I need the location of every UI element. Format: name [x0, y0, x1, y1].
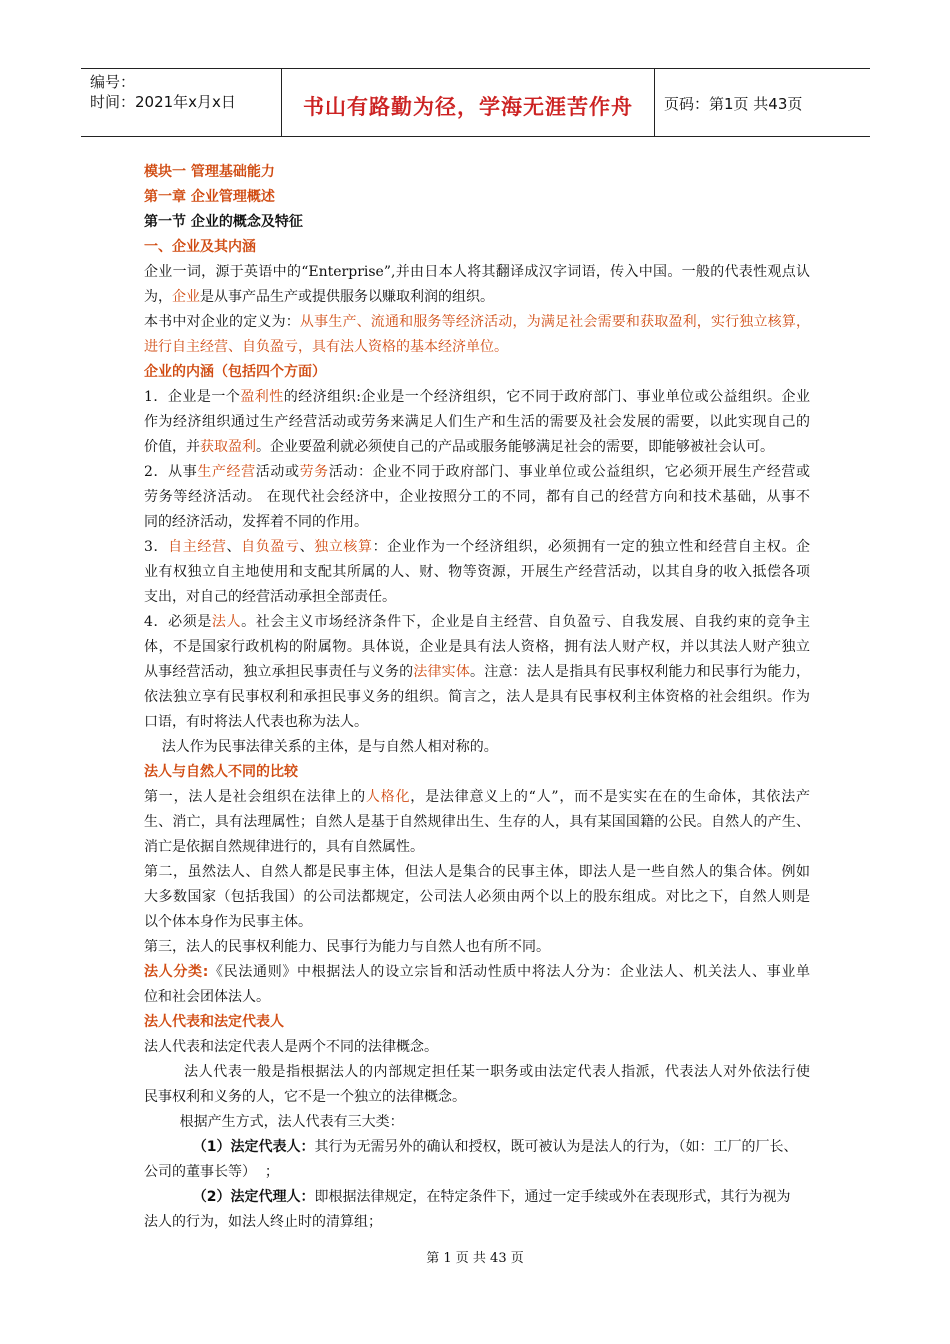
paragraph-line: 第二，虽然法人、自然人都是民事主体，但法人是集合的民事主体，即法人是一些自然人的集合体。例如 [144, 864, 810, 880]
header-motto-cell [282, 69, 655, 136]
compare-heading: 法人与自然人不同的比较 [144, 764, 298, 780]
list-item: 4．必须是法人。社会主义市场经济条件下，企业是自主经营、自负盈亏、自我发展、自我约束的竞争主 [144, 614, 810, 630]
list-item: 1．企业是一个盈利性的经济组织:企业是一个经济组织，它不同于政府部门、事业单位或公益组织。企业 [144, 389, 810, 405]
rep-heading: 法人代表和法定代表人 [144, 1014, 284, 1030]
paragraph-line: 第一，法人是社会组织在法律上的人格化，是法律意义上的“人”，而不是实实在在的生命体，其依法产 [144, 789, 810, 805]
paragraph-line: 消亡是依据自然规律进行的，具有自然属性。 [144, 839, 424, 855]
paragraph-line: 大多数国家（包括我国）的公司法都规定，公司法人必须由两个以上的股东组成。对比之下，自然人则是 [144, 889, 810, 905]
header-page-cell [655, 69, 870, 136]
paragraph-line: 体，不是国家行政机构的附属物。具体说，企业是具有法人资格，拥有法人财产权，并以其法人财产独立 [144, 639, 810, 655]
number-label: 编号： [90, 73, 136, 91]
paragraph-line: 劳务等经济活动。 在现代社会经济中，企业按照分工的不同，都有自己的经营方向和技术基础，从事不 [144, 489, 810, 505]
highlight-term: 人格化 [365, 789, 411, 805]
subsection-heading: 一、企业及其内涵 [144, 239, 256, 255]
paragraph-line: 以个体本身作为民事主体。 [144, 914, 312, 930]
paragraph-line: 根据产生方式，法人代表有三大类： [144, 1114, 404, 1130]
paragraph-line: 位和社会团体法人。 [144, 989, 270, 1005]
paragraph-line: 公司的董事长等） ； [144, 1164, 279, 1180]
highlight-term: 劳务 [299, 464, 329, 480]
list-term: （2）法定代理人： [144, 1189, 315, 1205]
paragraph-line: 民事权利和义务的人，它不是一个独立的法律概念。 [144, 1089, 466, 1105]
paragraph-line: 法人代表一般是指根据法人的内部规定担任某一职务或由法定代表人指派，代表法人对外依法行使 [144, 1064, 810, 1080]
highlight-term: 自负盈亏 [241, 539, 300, 555]
highlight-term: 独立核算 [314, 539, 373, 555]
highlight-term: 法律实体 [413, 664, 471, 680]
paragraph-line: 依法独立享有民事权利和承担民事义务的组织。简言之，法人是具有民事权利主体资格的社会组织。作为 [144, 689, 810, 705]
highlight-term: 自主经营 [168, 539, 227, 555]
highlight-definition: 从事生产、流通和服务等经济活动，为满足社会需要和获取盈利，实行独立核算， [299, 314, 810, 330]
chapter-heading: 第一章 企业管理概述 [144, 189, 275, 205]
list-term: （1）法定代表人： [144, 1139, 315, 1155]
paragraph-line: 业有权独立自主地使用和支配其所属的人、财、物等资源，开展生产经营活动，以其自身的收入抵偿各项 [144, 564, 810, 580]
list-item: 3．自主经营、自负盈亏、独立核算：企业作为一个经济组织，必须拥有一定的独立性和经营自主权。企 [144, 539, 810, 555]
list-item: （2）法定代理人：即根据法律规定，在特定条件下，通过一定手续或外在表现形式，其行为视为 [144, 1189, 791, 1205]
classify-label: 法人分类: [144, 964, 209, 980]
header-meta-cell [81, 69, 282, 136]
highlight-term: 盈利性 [240, 389, 284, 405]
highlight-term: 获取盈利 [200, 439, 256, 455]
page-footer: 第 1 页 共 43 页 [426, 1251, 524, 1266]
paragraph-line: 价值，并获取盈利。企业要盈利就必须使自己的产品或服务能够满足社会的需要，即能够被社会认可。 [144, 439, 774, 455]
paragraph-line: 法人的行为，如法人终止时的清算组； [144, 1214, 382, 1230]
highlight-definition: 进行自主经营、自负盈亏，具有法人资格的基本经济单位。 [144, 339, 508, 355]
paragraph-line: 作为经济组织通过生产经营活动或劳务来满足人们生产和生活的需要及社会发展的需要，以此实现自己的 [144, 414, 810, 430]
paragraph-line: 企业一词，源于英语中的“Enterprise”,并由日本人将其翻译成汉字词语，传入中国。一般的代表性观点认 [144, 264, 810, 280]
paragraph-line: 法人作为民事法律关系的主体，是与自然人相对称的。 [144, 739, 498, 755]
paragraph-line: 本书中对企业的定义为：从事生产、流通和服务等经济活动，为满足社会需要和获取盈利，实行独立核算， [144, 314, 810, 330]
inner-heading: 企业的内涵（包括四个方面） [144, 364, 326, 380]
paragraph-line: 生、消亡，具有法理属性；自然人是基于自然规律出生、生存的人，具有某国国籍的公民。自然人的产生、 [144, 814, 810, 830]
module-heading: 模块一 管理基础能力 [144, 164, 275, 180]
paragraph-line: 第三，法人的民事权利能力、民事行为能力与自然人也有所不同。 [144, 939, 550, 955]
header-page-info: 页码：第1页 共43页 [664, 95, 803, 113]
paragraph-line: 口语，有时将法人代表也称为法人。 [144, 714, 368, 730]
highlight-term: 企业 [172, 289, 200, 305]
paragraph-line: 为，企业是从事产品生产或提供服务以赚取利润的组织。 [144, 289, 494, 305]
time-label: 时间：2021年x月x日 [90, 93, 236, 111]
document-body [144, 160, 810, 1235]
section-heading: 第一节 企业的概念及特征 [144, 214, 303, 230]
highlight-term: 生产经营 [197, 464, 256, 480]
highlight-term: 法人 [211, 614, 242, 630]
paragraph-line: 同的经济活动，发挥着不同的作用。 [144, 514, 368, 530]
list-item: （1）法定代表人：其行为无需另外的确认和授权，既可被认为是法人的行为，（如：工厂的厂长、 [144, 1139, 798, 1155]
paragraph-line: 支出，对自己的经营活动承担全部责任。 [144, 589, 396, 605]
list-item: 2．从事生产经营活动或劳务活动：企业不同于政府部门、事业单位或公益组织，它必须开展生产经营或 [144, 464, 810, 480]
paragraph-line: 法人分类:《民法通则》中根据法人的设立宗旨和活动性质中将法人分为：企业法人、机关法人、事业单 [144, 964, 810, 980]
paragraph-line: 从事经营活动，独立承担民事责任与义务的法律实体。注意：法人是指具有民事权利能力和民事行为能力， [144, 664, 810, 680]
document-header [81, 68, 870, 137]
paragraph-line: 法人代表和法定代表人是两个不同的法律概念。 [144, 1039, 438, 1055]
header-motto: 书山有路勤为径，学海无涯苦作舟 [303, 95, 633, 119]
